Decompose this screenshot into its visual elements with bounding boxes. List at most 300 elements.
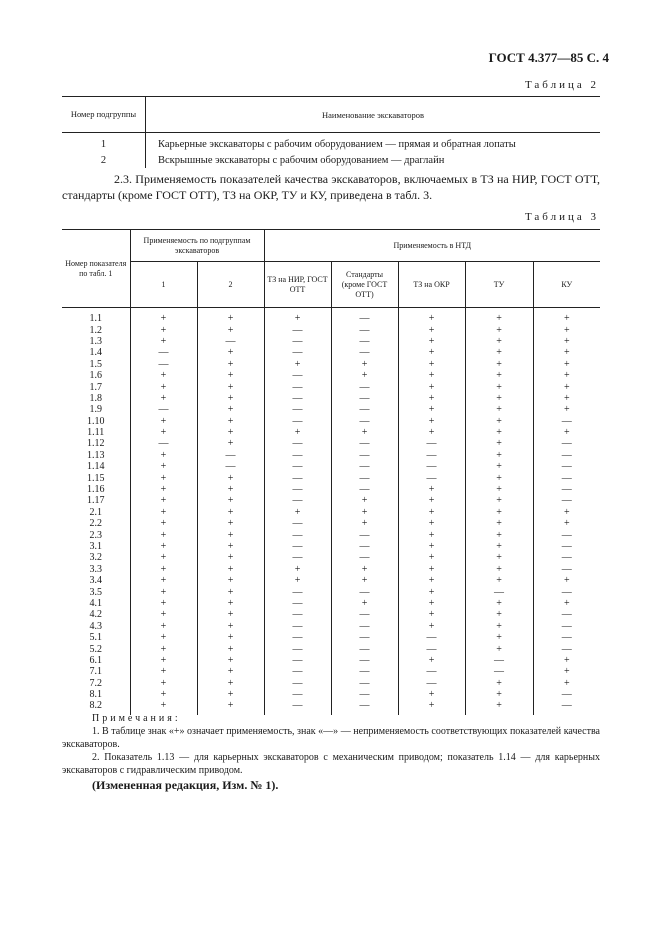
table3-cell-mark: — (331, 689, 398, 700)
table3-cell-mark: + (465, 461, 533, 472)
table3-cell-mark: + (398, 484, 465, 495)
table3-cell-mark: — (264, 666, 331, 677)
table3-cell-mark: + (533, 393, 600, 404)
table3-cell-mark: + (197, 643, 264, 654)
table3-row (62, 347, 600, 358)
table3-cell-mark: — (331, 632, 398, 643)
table3-cell-mark: — (331, 666, 398, 677)
table3-cell-mark: — (398, 678, 465, 689)
table3-cell-mark: + (465, 370, 533, 381)
table3-cell-mark: + (130, 484, 197, 495)
table3-cell-mark: — (533, 529, 600, 540)
table3-cell-mark: — (533, 472, 600, 483)
table3-cell-mark: + (264, 507, 331, 518)
table3-cell-mark: — (264, 461, 331, 472)
table3-row (62, 564, 600, 575)
table3-cell-mark: + (130, 324, 197, 335)
table3-cell-mark: + (130, 564, 197, 575)
table3-row (62, 427, 600, 438)
table3-cell-mark: + (533, 427, 600, 438)
table3-cell-mark: — (331, 416, 398, 427)
table3-cell-mark: + (197, 541, 264, 552)
table3-cell-mark: + (130, 507, 197, 518)
table3-cell-mark: + (331, 518, 398, 529)
table3-cell-mark: — (465, 655, 533, 666)
table3-cell-mark: — (264, 655, 331, 666)
table3-cell-mark: + (465, 678, 533, 689)
table3-cell-mark: — (264, 632, 331, 643)
table3-cell-mark: — (331, 347, 398, 358)
table3-cell-mark: — (533, 700, 600, 714)
table3-cell-mark: — (264, 609, 331, 620)
table3-cell-num: 4.3 (62, 621, 130, 632)
table3-cell-mark: + (533, 598, 600, 609)
table3-cell-num: 1.5 (62, 359, 130, 370)
table3-cell-mark: + (465, 507, 533, 518)
table3-cell-mark: + (465, 393, 533, 404)
table3-cell-num: 1.15 (62, 472, 130, 483)
table3-cell-mark: + (197, 438, 264, 449)
table3-cell-mark: + (398, 359, 465, 370)
table3-cell-mark: + (331, 575, 398, 586)
table3-cell-num: 1.10 (62, 416, 130, 427)
table3-cell-mark: + (398, 336, 465, 347)
table3-cell-mark: — (331, 381, 398, 392)
table3-cell-mark: + (130, 541, 197, 552)
table3-cell-num: 5.2 (62, 643, 130, 654)
table3-cell-mark: — (331, 552, 398, 563)
table3-cell-mark: — (130, 404, 197, 415)
table3-cell-mark: + (197, 689, 264, 700)
table3-cell-mark: + (197, 495, 264, 506)
table3-cell-mark: — (533, 586, 600, 597)
table3-cell-mark: + (465, 381, 533, 392)
table3-cell-num: 1.11 (62, 427, 130, 438)
table3-cell-mark: + (197, 393, 264, 404)
table3-cell-mark: — (130, 359, 197, 370)
table3-row (62, 541, 600, 552)
table3-cell-num: 2.2 (62, 518, 130, 529)
table3-row (62, 461, 600, 472)
table3-cell-mark: + (130, 450, 197, 461)
table3-cell-mark: — (533, 495, 600, 506)
table3-cell-mark: + (465, 518, 533, 529)
table3-cell-mark: + (130, 655, 197, 666)
table3-row (62, 495, 600, 506)
table3-cell-num: 3.3 (62, 564, 130, 575)
table3-cell-mark: + (130, 666, 197, 677)
table3-cell-mark: — (264, 370, 331, 381)
table3-row (62, 689, 600, 700)
table2-header-name: Наименование экскаваторов (146, 97, 601, 133)
table3-subheader: ТУ (465, 262, 533, 308)
table3-cell-mark: + (331, 564, 398, 575)
table3-cell-mark: — (264, 438, 331, 449)
table3-cell-mark: + (398, 404, 465, 415)
table3-cell-mark: + (465, 347, 533, 358)
table3-cell-mark: — (533, 632, 600, 643)
table3-subheader: 1 (130, 262, 197, 308)
table3-cell-mark: — (533, 461, 600, 472)
table3-cell-mark: — (264, 529, 331, 540)
table3-cell-mark: + (533, 678, 600, 689)
table3-row (62, 666, 600, 677)
table3-cell-mark: + (398, 370, 465, 381)
table3-cell-mark: + (398, 598, 465, 609)
table3-cell-mark: + (197, 632, 264, 643)
table3-cell-mark: — (533, 552, 600, 563)
table3-cell-mark: + (533, 507, 600, 518)
table3-cell-num: 1.8 (62, 393, 130, 404)
table3-cell-mark: — (533, 484, 600, 495)
table3 (62, 229, 600, 715)
table3-cell-num: 1.4 (62, 347, 130, 358)
table3-cell-mark: + (398, 586, 465, 597)
table3-cell-mark: + (533, 359, 600, 370)
table3-cell-mark: + (130, 336, 197, 347)
table3-cell-mark: + (331, 427, 398, 438)
table3-cell-mark: + (197, 575, 264, 586)
table3-cell-mark: — (533, 564, 600, 575)
table3-row (62, 324, 600, 335)
table3-cell-mark: + (533, 518, 600, 529)
table3-cell-num: 1.2 (62, 324, 130, 335)
table3-cell-mark: + (533, 370, 600, 381)
table3-cell-mark: + (465, 541, 533, 552)
table3-row (62, 484, 600, 495)
table3-cell-mark: — (533, 541, 600, 552)
table3-cell-num: 8.1 (62, 689, 130, 700)
table3-cell-mark: — (533, 689, 600, 700)
table3-row (62, 438, 600, 449)
table3-cell-mark: + (130, 427, 197, 438)
table3-cell-mark: — (331, 678, 398, 689)
table3-cell-mark: — (533, 450, 600, 461)
table3-cell-mark: + (398, 700, 465, 714)
table3-header-ntd: Применяемость в НТД (264, 230, 600, 262)
table3-cell-num: 1.14 (62, 461, 130, 472)
table3-cell-mark: — (398, 450, 465, 461)
table3-row (62, 370, 600, 381)
table2-cell-name: Карьерные экскаваторы с рабочим оборудованием — прямая и обратная лопаты (158, 138, 516, 150)
note-item: 2. Показатель 1.13 — для карьерных экскаваторов с механическим приводом; показатель 1.14 — для карьерных экскаваторов с гидравлическим приводом. (62, 752, 600, 776)
table3-cell-num: 2.3 (62, 529, 130, 540)
table3-cell-mark: + (398, 393, 465, 404)
table3-cell-mark: + (197, 347, 264, 358)
table3-cell-mark: + (398, 552, 465, 563)
table3-cell-mark: + (130, 381, 197, 392)
table3-cell-mark: + (398, 495, 465, 506)
table3-cell-mark: + (465, 404, 533, 415)
table3-cell-mark: — (465, 586, 533, 597)
table3-cell-mark: + (197, 416, 264, 427)
table3-cell-mark: + (465, 700, 533, 714)
table3-cell-num: 3.5 (62, 586, 130, 597)
table3-cell-mark: + (533, 655, 600, 666)
table3-cell-num: 1.13 (62, 450, 130, 461)
table3-cell-mark: + (197, 472, 264, 483)
table3-row (62, 678, 600, 689)
table3-cell-mark: + (130, 472, 197, 483)
table3-cell-mark: + (398, 575, 465, 586)
table3-row (62, 643, 600, 654)
table3-cell-mark: + (465, 427, 533, 438)
table3-row (62, 450, 600, 461)
table3-cell-num: 1.16 (62, 484, 130, 495)
table3-cell-num: 3.4 (62, 575, 130, 586)
table3-cell-mark: + (398, 529, 465, 540)
table3-cell-num: 5.1 (62, 632, 130, 643)
table3-cell-mark: + (465, 336, 533, 347)
table3-subheader: КУ (533, 262, 600, 308)
table3-cell-mark: — (197, 336, 264, 347)
table3-cell-mark: — (331, 529, 398, 540)
table3-cell-mark: + (197, 586, 264, 597)
table3-subheader: ТЗ на ОКР (398, 262, 465, 308)
table3-cell-mark: + (130, 393, 197, 404)
table3-cell-mark: + (130, 643, 197, 654)
table2-header-num: Номер подгруппы (62, 97, 146, 133)
table3-row (62, 518, 600, 529)
table3-cell-mark: — (331, 484, 398, 495)
table3-cell-mark: + (130, 700, 197, 714)
table3-cell-mark: + (130, 461, 197, 472)
table3-cell-mark: + (197, 700, 264, 714)
table3-cell-mark: — (533, 609, 600, 620)
table3-cell-mark: — (264, 472, 331, 483)
table3-cell-mark: + (465, 438, 533, 449)
table3-cell-mark: + (398, 609, 465, 620)
table3-cell-mark: — (264, 324, 331, 335)
table3-cell-num: 1.12 (62, 438, 130, 449)
table3-cell-mark: + (465, 416, 533, 427)
table3-cell-mark: + (197, 381, 264, 392)
table3-row (62, 655, 600, 666)
table3-cell-mark: — (331, 643, 398, 654)
table3-cell-mark: + (130, 598, 197, 609)
table3-caption: Таблица 3 (524, 211, 599, 223)
table2-row (62, 133, 600, 153)
table3-cell-mark: + (197, 552, 264, 563)
table3-row (62, 416, 600, 427)
table3-cell-mark: + (197, 598, 264, 609)
table3-cell-mark: — (398, 643, 465, 654)
table3-cell-mark: — (533, 438, 600, 449)
table3-cell-mark: + (398, 621, 465, 632)
table3-cell-num: 1.17 (62, 495, 130, 506)
table3-cell-mark: + (465, 564, 533, 575)
table3-cell-mark: + (465, 632, 533, 643)
table3-cell-num: 1.7 (62, 381, 130, 392)
table3-cell-mark: — (331, 404, 398, 415)
table3-cell-mark: — (264, 484, 331, 495)
table3-cell-mark: + (465, 495, 533, 506)
table3-cell-mark: — (264, 586, 331, 597)
table3-cell-mark: + (197, 359, 264, 370)
table3-row (62, 621, 600, 632)
table3-cell-mark: — (398, 461, 465, 472)
table3-cell-mark: + (130, 575, 197, 586)
table3-cell-mark: + (398, 416, 465, 427)
table3-cell-mark: — (264, 643, 331, 654)
table3-cell-mark: + (398, 541, 465, 552)
table3-cell-mark: + (533, 308, 600, 325)
table3-cell-mark: + (197, 655, 264, 666)
table3-body (62, 308, 600, 715)
table3-cell-mark: — (331, 586, 398, 597)
table3-cell-mark: — (264, 404, 331, 415)
table3-cell-mark: + (533, 336, 600, 347)
note-item: 1. В таблице знак «+» означает применяемость, знак «—» — неприменяемость соответствующих показателей качества экскаваторов. (62, 726, 600, 750)
table3-cell-mark: + (130, 621, 197, 632)
table3-cell-mark: + (398, 347, 465, 358)
table3-row (62, 393, 600, 404)
table3-cell-num: 3.2 (62, 552, 130, 563)
table3-cell-num: 7.1 (62, 666, 130, 677)
table3-cell-mark: + (331, 598, 398, 609)
table3-row (62, 598, 600, 609)
table3-cell-mark: + (130, 518, 197, 529)
table3-cell-mark: + (130, 632, 197, 643)
table3-cell-mark: — (331, 621, 398, 632)
table3-cell-mark: — (264, 541, 331, 552)
table2-row (62, 152, 600, 168)
table3-row (62, 381, 600, 392)
table3-cell-mark: — (264, 518, 331, 529)
table3-cell-mark: + (130, 308, 197, 325)
table3-cell-mark: + (197, 404, 264, 415)
table3-subheader: Стандарты (кроме ГОСТ ОТТ) (331, 262, 398, 308)
table3-cell-mark: — (264, 336, 331, 347)
table3-cell-mark: + (197, 484, 264, 495)
table3-cell-num: 4.1 (62, 598, 130, 609)
table3-cell-num: 1.6 (62, 370, 130, 381)
table3-cell-mark: + (130, 609, 197, 620)
table3-cell-num: 4.2 (62, 609, 130, 620)
table2 (62, 96, 600, 168)
table3-cell-mark: — (264, 393, 331, 404)
edition-note: (Измененная редакция, Изм. № 1). (92, 778, 279, 792)
table3-cell-mark: — (331, 472, 398, 483)
table3-cell-mark: — (331, 438, 398, 449)
table3-cell-mark: + (465, 609, 533, 620)
table2-cell-num: 2 (62, 152, 146, 168)
notes (62, 712, 600, 777)
table3-cell-mark: + (197, 666, 264, 677)
table3-subheader: ТЗ на НИР, ГОСТ ОТТ (264, 262, 331, 308)
table3-cell-mark: — (264, 381, 331, 392)
page-header: ГОСТ 4.377—85 С. 4 (488, 50, 609, 65)
table3-cell-mark: + (197, 678, 264, 689)
table3-cell-mark: — (264, 621, 331, 632)
table3-cell-mark: + (398, 324, 465, 335)
table3-cell-num: 7.2 (62, 678, 130, 689)
table3-cell-mark: — (398, 666, 465, 677)
table3-cell-mark: + (398, 564, 465, 575)
table3-cell-mark: — (331, 393, 398, 404)
table3-row (62, 552, 600, 563)
table3-cell-mark: + (130, 586, 197, 597)
table3-subheader: 2 (197, 262, 264, 308)
table3-cell-mark: + (398, 427, 465, 438)
table3-cell-mark: — (264, 450, 331, 461)
table3-cell-mark: + (331, 370, 398, 381)
table3-cell-mark: + (197, 564, 264, 575)
table3-cell-mark: + (533, 347, 600, 358)
table3-cell-mark: + (533, 666, 600, 677)
table3-row (62, 308, 600, 325)
table3-cell-mark: — (264, 689, 331, 700)
table3-cell-mark: + (264, 359, 331, 370)
table3-cell-mark: + (398, 655, 465, 666)
table3-cell-mark: — (331, 450, 398, 461)
notes-title: Примечания: (92, 713, 181, 724)
table3-cell-mark: + (465, 552, 533, 563)
table3-cell-mark: + (398, 308, 465, 325)
table3-cell-mark: — (465, 666, 533, 677)
table3-cell-mark: + (465, 359, 533, 370)
table3-cell-num: 3.1 (62, 541, 130, 552)
table3-cell-mark: + (197, 609, 264, 620)
table3-cell-mark: — (331, 655, 398, 666)
table3-cell-num: 8.2 (62, 700, 130, 714)
table2-cell-num: 1 (62, 133, 146, 153)
table3-row (62, 359, 600, 370)
table3-cell-mark: + (197, 507, 264, 518)
table3-cell-mark: + (130, 689, 197, 700)
table3-row (62, 404, 600, 415)
table3-cell-mark: — (264, 495, 331, 506)
table3-cell-mark: — (533, 621, 600, 632)
table3-cell-mark: — (130, 347, 197, 358)
table3-cell-mark: + (533, 381, 600, 392)
table3-cell-mark: — (264, 678, 331, 689)
table3-cell-mark: + (465, 575, 533, 586)
table3-cell-num: 1.3 (62, 336, 130, 347)
table3-cell-mark: + (465, 472, 533, 483)
table3-cell-mark: — (197, 461, 264, 472)
table3-cell-mark: + (398, 518, 465, 529)
table3-cell-mark: + (197, 529, 264, 540)
table3-cell-mark: — (398, 632, 465, 643)
table3-cell-mark: — (264, 347, 331, 358)
table3-cell-mark: + (197, 308, 264, 325)
table3-cell-num: 1.1 (62, 308, 130, 325)
table3-row (62, 336, 600, 347)
table3-cell-mark: + (130, 370, 197, 381)
table3-cell-mark: + (465, 450, 533, 461)
table2-caption: Таблица 2 (524, 79, 599, 91)
table3-row (62, 529, 600, 540)
table3-cell-mark: + (465, 308, 533, 325)
table3-cell-mark: + (533, 575, 600, 586)
table3-header-groups: Применяемость по подгруппам экскаваторов (130, 230, 264, 262)
table3-row (62, 609, 600, 620)
table2-cell-name: Вскрышные экскаваторы с рабочим оборудованием — драглайн (158, 154, 445, 166)
table3-cell-mark: + (264, 564, 331, 575)
table3-cell-mark: + (533, 324, 600, 335)
table3-cell-mark: — (398, 472, 465, 483)
table3-cell-mark: + (130, 678, 197, 689)
table3-cell-mark: — (533, 416, 600, 427)
table3-cell-num: 1.9 (62, 404, 130, 415)
table3-cell-mark: + (264, 575, 331, 586)
table3-cell-mark: — (331, 336, 398, 347)
table3-cell-mark: + (197, 621, 264, 632)
table3-cell-mark: — (130, 438, 197, 449)
table3-cell-mark: + (130, 552, 197, 563)
table3-cell-mark: — (264, 598, 331, 609)
